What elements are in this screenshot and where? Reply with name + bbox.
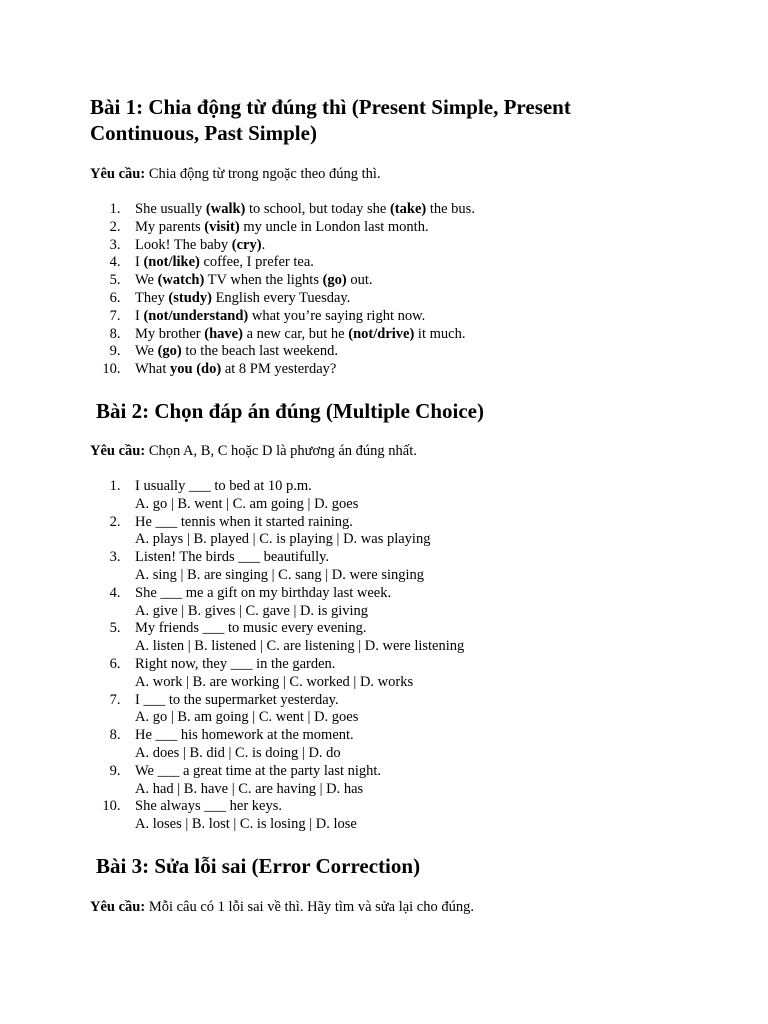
exercise-3-title: Bài 3: Sửa lỗi sai (Error Correction) <box>96 854 421 878</box>
exercise-2-title: Bài 2: Chọn đáp án đúng (Multiple Choice) <box>96 399 484 423</box>
exercise-2-list <box>0 478 464 834</box>
verb-prompt: (not/like) <box>143 254 200 271</box>
item-number: 1. <box>109 201 135 217</box>
sentence-text: We <box>135 343 158 360</box>
verb-prompt: (watch) <box>157 272 205 289</box>
item-number: 10. <box>102 361 135 378</box>
sentence-text: Look! The baby <box>135 236 232 253</box>
exercise-1-item <box>0 201 475 219</box>
exercise-2-item <box>0 692 464 728</box>
answer-options: A. sing | B. are singing | C. sang | D. were singing <box>135 566 425 583</box>
exercise-1-list <box>0 201 475 379</box>
item-number: 4. <box>109 584 135 601</box>
item-number: 5. <box>109 620 135 637</box>
requirement-text: Mỗi câu có 1 lỗi sai về thì. Hãy tìm và sửa lại cho đúng. <box>145 899 474 915</box>
sentence-text: What <box>135 361 171 378</box>
verb-prompt: (cry) <box>231 236 262 253</box>
question-text: My friends ___ to music every evening. <box>135 620 367 637</box>
requirement-label: Yêu cầu: <box>90 899 146 915</box>
answer-options: A. plays | B. played | C. is playing | D. was playing <box>135 531 431 548</box>
question-text: He ___ tennis when it started raining. <box>135 513 353 530</box>
sentence-text: . <box>261 236 266 253</box>
item-number: 3. <box>109 549 135 566</box>
answer-options: A. had | B. have | C. are having | D. has <box>135 780 364 797</box>
verb-prompt: (walk) <box>205 201 246 217</box>
sentence-text: what you’re saying right now. <box>248 307 426 324</box>
exercise-1-item <box>0 290 475 308</box>
sentence-text: I <box>135 254 144 271</box>
item-number: 10. <box>102 798 135 815</box>
exercise-2-item <box>0 585 464 621</box>
item-number: 7. <box>109 307 135 324</box>
sentence-text: We <box>135 272 158 289</box>
item-number: 7. <box>109 691 135 708</box>
sentence-text: the bus. <box>426 201 475 217</box>
exercise-2-item <box>0 798 464 834</box>
answer-options: A. go | B. went | C. am going | D. goes <box>135 495 359 512</box>
sentence-text: coffee, I prefer tea. <box>199 254 314 271</box>
verb-prompt: (study) <box>168 289 212 306</box>
exercise-1-item <box>0 361 475 379</box>
item-number: 6. <box>109 655 135 672</box>
requirement-label: Yêu cầu: <box>90 443 146 459</box>
sentence-text: My parents <box>135 218 205 235</box>
exercise-2-item <box>0 656 464 692</box>
verb-prompt: (go) <box>157 343 182 360</box>
sentence-text: I <box>135 307 144 324</box>
requirement-label: Yêu cầu: <box>90 166 146 182</box>
sentence-text: out. <box>346 272 373 289</box>
verb-prompt: (have) <box>204 325 243 342</box>
exercise-1-item <box>0 326 475 344</box>
question-text: She always ___ her keys. <box>135 798 282 815</box>
question-text: I usually ___ to bed at 10 p.m. <box>135 478 312 494</box>
sentence-text: My brother <box>135 325 205 342</box>
verb-prompt: (not/drive) <box>348 325 415 342</box>
exercise-2-item <box>0 763 464 799</box>
item-number: 3. <box>109 236 135 253</box>
exercise-3-requirement <box>90 898 474 916</box>
question-text: Right now, they ___ in the garden. <box>135 655 336 672</box>
exercise-1-item <box>0 308 475 326</box>
exercise-2-item <box>0 620 464 656</box>
question-text: He ___ his homework at the moment. <box>135 727 354 744</box>
exercise-2-item <box>0 514 464 550</box>
sentence-text: She usually <box>135 201 206 217</box>
question-text: I ___ to the supermarket yesterday. <box>135 691 339 708</box>
question-text: We ___ a great time at the party last night. <box>135 762 382 779</box>
verb-prompt: (not/understand) <box>143 307 249 324</box>
exercise-1-item <box>0 343 475 361</box>
exercise-1-item <box>0 254 475 272</box>
question-text: Listen! The birds ___ beautifully. <box>135 549 330 566</box>
sentence-text: to school, but today she <box>245 201 390 217</box>
item-number: 4. <box>109 254 135 271</box>
exercise-1-item <box>0 272 475 290</box>
sentence-text: They <box>135 289 169 306</box>
exercise-1-item <box>0 219 475 237</box>
verb-prompt: (go) <box>322 272 347 289</box>
exercise-1-requirement <box>90 165 381 183</box>
requirement-text: Chia động từ trong ngoặc theo đúng thì. <box>145 166 381 182</box>
answer-options: A. does | B. did | C. is doing | D. do <box>135 744 341 761</box>
item-number: 5. <box>109 272 135 289</box>
sentence-text: English every Tuesday. <box>211 289 351 306</box>
answer-options: A. give | B. gives | C. gave | D. is giving <box>135 602 369 619</box>
exercise-2-item <box>0 549 464 585</box>
answer-options: A. loses | B. lost | C. is losing | D. lose <box>135 816 357 833</box>
sentence-text: a new car, but he <box>242 325 349 342</box>
sentence-text: to the beach last weekend. <box>181 343 338 360</box>
item-number: 2. <box>109 513 135 530</box>
item-number: 6. <box>109 289 135 306</box>
sentence-text: at 8 PM yesterday? <box>221 361 337 378</box>
answer-options: A. work | B. are working | C. worked | D. works <box>135 673 414 690</box>
requirement-text: Chọn A, B, C hoặc D là phương án đúng nhất. <box>145 443 417 459</box>
sentence-text: it much. <box>414 325 466 342</box>
answer-options: A. go | B. am going | C. went | D. goes <box>135 709 359 726</box>
verb-prompt: (take) <box>389 201 427 217</box>
verb-prompt: you (do) <box>170 361 222 378</box>
answer-options: A. listen | B. listened | C. are listening | D. were listening <box>135 638 465 655</box>
item-number: 8. <box>109 727 135 744</box>
question-text: She ___ me a gift on my birthday last week. <box>135 584 392 601</box>
item-number: 8. <box>109 325 135 342</box>
exercise-2-item <box>0 727 464 763</box>
exercise-1-title: Bài 1: Chia động từ đúng thì (Present Simple, Present Continuous, Past Simple) <box>90 95 571 145</box>
verb-prompt: (visit) <box>204 218 240 235</box>
exercise-2-requirement <box>90 442 417 460</box>
exercise-1-item <box>0 237 475 255</box>
item-number: 2. <box>109 218 135 235</box>
item-number: 9. <box>109 343 135 360</box>
item-number: 1. <box>109 478 135 494</box>
sentence-text: TV when the lights <box>204 272 323 289</box>
item-number: 9. <box>109 762 135 779</box>
sentence-text: my uncle in London last month. <box>239 218 429 235</box>
exercise-2-item <box>0 478 464 514</box>
